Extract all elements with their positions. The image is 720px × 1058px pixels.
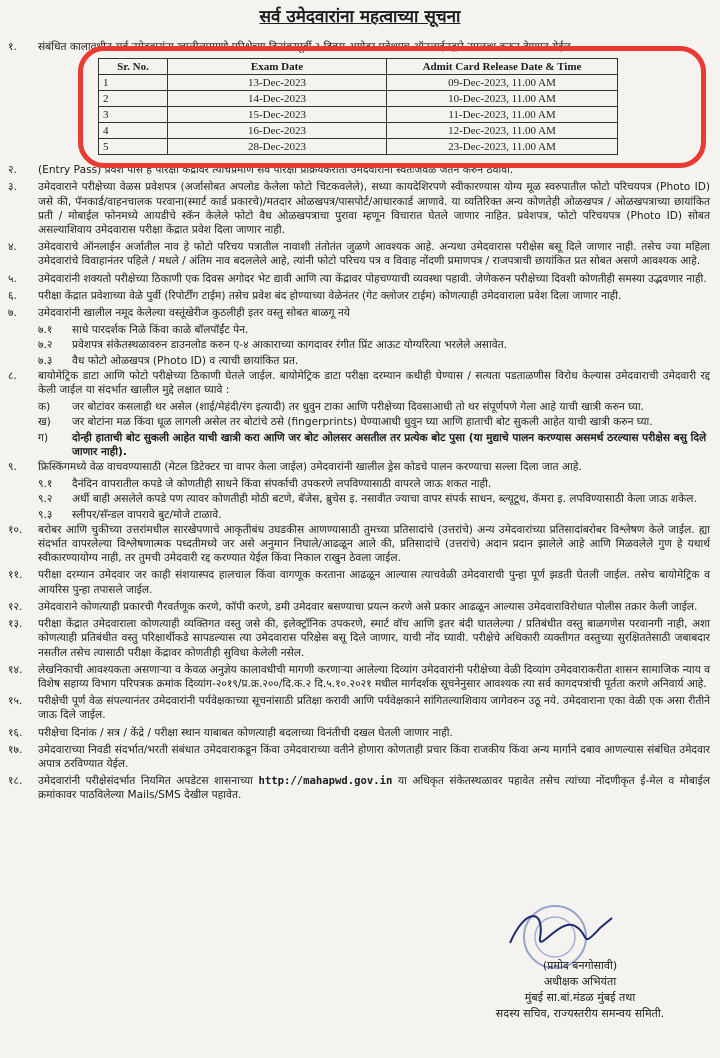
sub-text: साधे पारदर्शक निळे किंवा काळे बॉलपॉईंट पेन. (72, 324, 249, 337)
sub-text: जर बोटांवर कसलाही थर असेल (शाई/मेहंदी/रंग इत्यादी) तर धुवुन टाका आणि परीक्षेच्या दिवसाआधी तो थर संपूर्णपणे गेला आहे याची खात्री करुन घ्या. (72, 401, 644, 414)
website-link[interactable]: http://mahapwd.gov.in (258, 775, 393, 788)
sub-number: ख) (38, 416, 51, 429)
notice-item-7 (8, 306, 710, 320)
item-number: ३. (8, 181, 17, 194)
sub-number: ७.३ (38, 354, 53, 367)
cell-sr: 5 (99, 139, 168, 155)
item-number: १४. (8, 663, 23, 676)
item-text-part: उमेदवारांनी परीक्षेसंदर्भात नियमित अपडेटस शासनाच्या (38, 775, 259, 788)
sub-text: दैनंदिन वापरातील कपडे जे कोणतीही साधने किंवा संपर्काची उपकरणे लपविण्यासाठी वापरले जाऊ शकत नाही. (72, 478, 492, 491)
cell-release: 10-Dec-2023, 11.00 AM (387, 91, 618, 107)
item-number: ७. (8, 307, 17, 320)
item-text: उमेदवाराने परीक्षेच्या वेळस प्रवेशपत्र (अर्जासोबत अपलोड केलेला फोटो चिटकवलेले), सध्या कायदेशिरपणे स्वीकारण्यास योग्य मूळ स्वरुपातील फोटो परिचयपत्र (Photo ID) जसे की, पॅनकार्ड/वाहनचालक परवाना(स्मार्ट कार्ड प्रकारचे)/मतदार ओळखपत्र/पासपोर्ट/आधारकार्ड आणावे. या व्यतिरिक्त अन्य कोणतेही ओळखपत्र / ओळखपत्राच्या छायांकित प्रती / मोबाईल फोनमध्ये आयडीचे स्कॅन केलेले फोटो वैध ओळखपत्राचा पुरावा म्हणून विचारात घेतले जाणार नाहित. प्रवेशपत्र, फोटो परिचयपत्र (Photo ID) सोबत असल्याशिवाय उमेदवारास परीक्षा केंद्रात प्रवेश दिला जाणार नाही. (38, 181, 710, 237)
header-sr-no: Sr. No. (99, 59, 168, 75)
item-text: परीक्षा केंद्रात उमेदवाराला कोणत्याही व्यक्तिगत वस्तु जसे की, इलेक्ट्रॉनिक उपकरणे, स्मार्ट वॉच आणि इतर बंदी घातलेल्या / प्रतिबंधीत वस्तु बाळगणेस परवानगी नाही, अशा कोणत्याही प्रतिबंधीत वस्तु परिक्षार्थीकडे सापडल्यास त्या उमेदवारास परिक्षेस बसू दिले जाणार, याची नोंद घ्यावी. परीक्षेचे अधिकारी व्यक्तीगत वस्तुच्या सुरक्षिततेसाठी जबाबदार नसतील तसेच त्यासाठी परीक्षा केंद्रावर कोणतीही सुविधा केलेली नसेल. (38, 618, 710, 659)
notice-item-6 (8, 289, 710, 303)
item-text: लेखनिकाची आवश्यकता असणाऱ्या व केवळ अनुज्ञेय कालावधीची मागणी करणाऱ्या आलेल्या दिव्यांग उमेदवारांनी परीक्षेच्या वेळी दिव्यांग उमेदवाराकरीता शासन सामाजिक न्याय व विशेष सहाय्य विभाग परिपत्रक क्रमांक दिव्यांग-२०१९/प्र.क्र.२००/दि.क.२ दि.५.१०.२०२१ मधील मार्गदर्शक सूचनेनुसार आवश्यक त्या सर्व कागदपत्रांची पूर्तता करणे अनिवार्य आहे. (38, 663, 710, 690)
sub-text: दोन्ही हाताची बोट सुकली आहेत याची खात्री करा आणि जर बोट ओलसर असतील तर प्रत्येक बोट पुसा (या मुद्याचे पालन करण्यास असमर्थ ठरल्यास परीक्षेस बसु दिले जाणार नाही). (72, 431, 707, 458)
item-number: ६. (8, 289, 17, 302)
sub-text: स्लीपर/सॅन्डल वापरावे बुट/मोजे टाळावे. (72, 508, 222, 521)
item-number: ९. (8, 461, 17, 474)
notice-item-10 (8, 523, 710, 566)
sub-number: ९.१ (38, 478, 53, 491)
item-text: (Entry Pass) प्रवेश पास हे परिक्षा केंद्रावर त्याचप्रमाणे सर्व परिक्षा प्रक्रियेकरीता उमेदवारांनी स्वतःजवळ जतन करुन ठेवावी. (38, 164, 514, 177)
sub-item-7-3 (38, 354, 710, 368)
cell-sr: 4 (99, 123, 168, 139)
item-number: १०. (8, 523, 23, 536)
item-number: १५. (8, 695, 23, 708)
item-text: उमेदवारांनी खालील नमूद केलेल्या वस्तूंखेरीज कुठलीही इतर वस्तु सोबत बाळगू नये (38, 307, 350, 320)
item-number: १२. (8, 600, 23, 613)
cell-exam-date: 28-Dec-2023 (168, 139, 387, 155)
sub-item-9-3 (38, 508, 710, 522)
cell-exam-date: 14-Dec-2023 (168, 91, 387, 107)
exam-schedule-table (98, 58, 618, 155)
sub-item-8-a (38, 400, 710, 414)
notice-item-5 (8, 272, 710, 286)
notice-item-15 (8, 694, 710, 722)
item-number: ८. (8, 369, 17, 382)
item-number: ११. (8, 569, 23, 582)
notice-item-11 (8, 568, 710, 596)
item-number: १८. (8, 775, 23, 788)
header-exam-date: Exam Date (168, 59, 387, 75)
sub-text: अर्धी बाही असलेले कपडे पण त्यावर कोणतीही मोठी बटणे, बॅजेस, ब्रुचेस इ. नसावीत ज्याचा वापर संपर्क साधन, ब्ल्यूटूथ, कॅमरा इ. लपविण्यासाठी केला जाऊ शकेल. (72, 493, 697, 506)
notice-item-16 (8, 726, 710, 740)
notice-item-3 (8, 180, 710, 237)
item-text: बायोमेट्रिक डाटा आणि फोटो परीक्षेच्या ठिकाणी घेतले जाईल. बायोमेट्रिक डाटा परीक्षा दरम्यान कधीही घेण्यास / सत्यता पडताळणीस विरोध केल्यास उमेदवाराची उमेदवारी रद्द केली जाईल या संदर्भात खालील मुद्दे लक्षात घ्यावे : (38, 369, 710, 397)
sub-number: ग) (38, 431, 49, 444)
cell-sr: 2 (99, 91, 168, 107)
cell-exam-date: 13-Dec-2023 (168, 75, 387, 91)
signature-scribble (500, 888, 620, 968)
item-text: उमेदवाराचे ऑनलाईन अर्जातील नाव हे फोटो परिचय पत्रातील नावाशी तंतोतंत जुळणे आवश्यक आहे. अन्यथा उमेदवारास परीक्षेस बसू दिले जाणार नाही. तसेच ज्या महिला उमेदवारांचे विवाहानंतर पहिले / मधले / अंतिम नाव बदललेले आहे, त्यांनी फोटो परिचय पत्र व विवाह नोंदणी प्रमाणपत्र / राजपत्राची छायांकित प्रत सोबत असणे आवश्यक आहे. (38, 241, 710, 268)
sub-text: वैध फोटो ओळखपत्र (Photo ID) व त्याची छायांकित प्रत. (72, 354, 299, 367)
signatory-office: मुंबई सा.बां.मंडळ मुंबई तथा (524, 991, 636, 1004)
cell-sr: 1 (99, 75, 168, 91)
header-admit-release: Admit Card Release Date & Time (387, 59, 618, 75)
notice-item-9 (8, 460, 710, 474)
sub-number: ९.३ (38, 508, 53, 521)
item-text: फ्रिस्किंगमध्ये वेळ वाचवण्यासाठी (मेटल डिटेक्टर चा वापर केला जाईल) उमेदवारांनी खालील ड्रेस कोडचे पालन करण्याचा सल्ला दिला जात आहे. (38, 461, 582, 474)
item-number: ५. (8, 272, 17, 285)
sub-number: ७.२ (38, 339, 53, 352)
item-text: उमेदवारांनी शक्यतो परीक्षेच्या ठिकाणी एक दिवस अगोदर भेट द्यावी आणि त्या केंद्रावर पोहचण्याची व्यवस्था पहावी. जेणेकरुन परीक्षेच्या दिवशी कोणतीही समस्या उद्भवणार नाही. (38, 272, 707, 285)
sub-item-8-b (38, 415, 710, 429)
table-header-row (99, 59, 618, 75)
notice-item-18 (8, 774, 710, 802)
table-row (99, 139, 618, 155)
notice-content (8, 40, 710, 806)
table-row (99, 107, 618, 123)
sub-text: जर बोटांना मळ किंवा धूळ लागली असेल तर बोटांचे ठसे (fingerprints) घेण्याआधी धुवुन घ्या आणि हाताची बोट सुकली आहेत याची खात्री करुन घ्या. (72, 416, 653, 429)
cell-exam-date: 15-Dec-2023 (168, 107, 387, 123)
item-text: परीक्षेची पूर्ण वेळ संपल्यानंतर उमेदवारांनी पर्यवेक्षकाच्या सूचनांसाठी प्रतिक्षा करावी आणि पर्यवेक्षकाने सांगितल्याशिवाय जागेवरुन उठू नये. उमेदवाराना एका वेळी एक असा रीतीने जाऊ दिले जाईल. (38, 695, 710, 722)
item-text: संबंधित कालावधीत सर्व उमेदवारांना खालीलप्रमाणे परिक्षेच्या दिनांकापूर्वी ३ दिवस अगोदर प्रवेशपत्र ऑनलाईनद्वारे उपलब्ध करुन देण्यात येईल. (38, 41, 574, 53)
sub-number: क) (38, 401, 51, 414)
notice-item-8 (8, 369, 710, 397)
cell-release: 11-Dec-2023, 11.00 AM (387, 107, 618, 123)
signatory-name: (प्रमोद बनगोसावी) (542, 959, 618, 972)
item-text: परीक्षा दरम्यान उमेदवार जर काही संशयास्पद हालचाल किंवा वागणूक करताना आढळून आल्यास त्याचवेळी उमेदवाराची पुन्हा पूर्ण झडती घेतली जाईल. तसेच बायोमेट्रिक व आयरिस पुन्हा तपासले जाईल. (38, 569, 710, 596)
cell-exam-date: 16-Dec-2023 (168, 123, 387, 139)
notice-item-12 (8, 600, 710, 614)
sub-text: प्रवेशपत्र संकेतस्थळावरुन डाउनलोड करुन ए-४ आकाराच्या कागदावर रंगीत प्रिंट आऊट योग्यरित्या भरलेले असावेत. (72, 339, 507, 352)
cell-release: 23-Dec-2023, 11.00 AM (387, 139, 618, 155)
notice-item-13 (8, 617, 710, 660)
item-number: १७. (8, 743, 23, 756)
page-title: सर्व उमेदवारांना महत्वाच्या सूचना (259, 7, 461, 27)
item-text: उमेदवाराच्या निवडी संदर्भात/भरती संबंधात उमेदवाराकडून किंवा उमेदवाराच्या वतीने होणारा कोणताही प्रचार किंवा राजकीय किंवा अन्य मार्गाने दबाव आणल्यास संबंधित उमेदवार अपात्र ठरविण्यात येईल. (38, 743, 710, 770)
notice-item-14 (8, 663, 710, 691)
item-text: उमेदवाराने कोणत्याही प्रकारची गैरवर्तणूक करणे, कॉपी करणे, डमी उमेदवार बसण्याचा प्रयत्न करणे असे प्रकार आढळून आल्यास उमेदवाराविरोधात पोलीस तक्रार केली जाईल. (38, 600, 698, 613)
cell-release: 09-Dec-2023, 11.00 AM (387, 75, 618, 91)
item-text: परीक्षेचा दिनांक / सत्र / केंद्रे / परीक्षा स्थान याबाबत कोणत्याही बदलाच्या विनंतीची दखल घेतली जाणार नाही. (38, 726, 453, 739)
table-row (99, 91, 618, 107)
item-text: बरोबर आणि चुकीच्या उत्तरांमधील सारखेपणाचे आकृतीबंध उघडकीस आणण्यासाठी तुमच्या प्रतिसादांचे (उत्तरांचे) अन्य उमेदवारांच्या प्रतिसादांबरोबर विश्लेषण केले जाईल. ह्या संदर्भात वापरलेल्या विश्लेषणात्मक पध्दतीमध्ये जर असे अनुमान निघाले/आढळून आले की, प्रतिसादांचे (उत्तरांचे) अदान प्रदान झालेले आहे आणि मिळवलेले गुण हे यथार्थ स्वीकारण्यायोग्य नाही, तर तुमची उमेदवारी रद्द करण्यात येईल किंवा निकाल राखुन ठेवला जाईल. (38, 523, 710, 565)
item-number: २. (8, 164, 17, 177)
sub-number: ९.२ (38, 493, 53, 506)
cell-sr: 3 (99, 107, 168, 123)
sub-number: ७.१ (38, 324, 53, 337)
signature-block (480, 958, 680, 1022)
item-text: परीक्षा केंद्रात प्रवेशाच्या वेळे पुर्वी (रिपोर्टींग टाईम) तसेच प्रवेश बंद होण्याच्या वेळेनंतर (गेट क्लोजर टाईम) कोणत्याही उमेदवाराला प्रवेश दिला जाणार नाही. (38, 289, 622, 302)
item-number: १६. (8, 726, 23, 739)
table-row (99, 75, 618, 91)
item-text-part: या अधिकृत संकेतस्थळावर पहावेत तसेच त्यांच्या नोंदणीकृत ई-मेल व मोबाईल क्रमांकावर पाठविलेल्या Mails/SMS देखील पहावेत. (38, 775, 711, 802)
signatory-role: सदस्य सचिव, राज्यस्तरीय समन्वय समिती. (495, 1007, 665, 1020)
notice-item-17 (8, 743, 710, 771)
item-number: १. (8, 41, 17, 53)
exam-table-wrapper (38, 58, 678, 155)
sub-item-9-2 (38, 492, 710, 506)
sub-item-9-1 (38, 477, 710, 491)
item-number: १३. (8, 618, 23, 631)
notice-item-4 (8, 240, 710, 268)
cell-release: 12-Dec-2023, 11.00 AM (387, 123, 618, 139)
table-row (99, 123, 618, 139)
item-number: ४. (8, 241, 17, 254)
signatory-designation: अधीक्षक अभियंता (543, 975, 617, 988)
item-text (38, 774, 710, 802)
sub-item-7-2 (38, 338, 710, 352)
sub-item-7-1 (38, 323, 710, 337)
sub-item-8-c (38, 431, 710, 459)
